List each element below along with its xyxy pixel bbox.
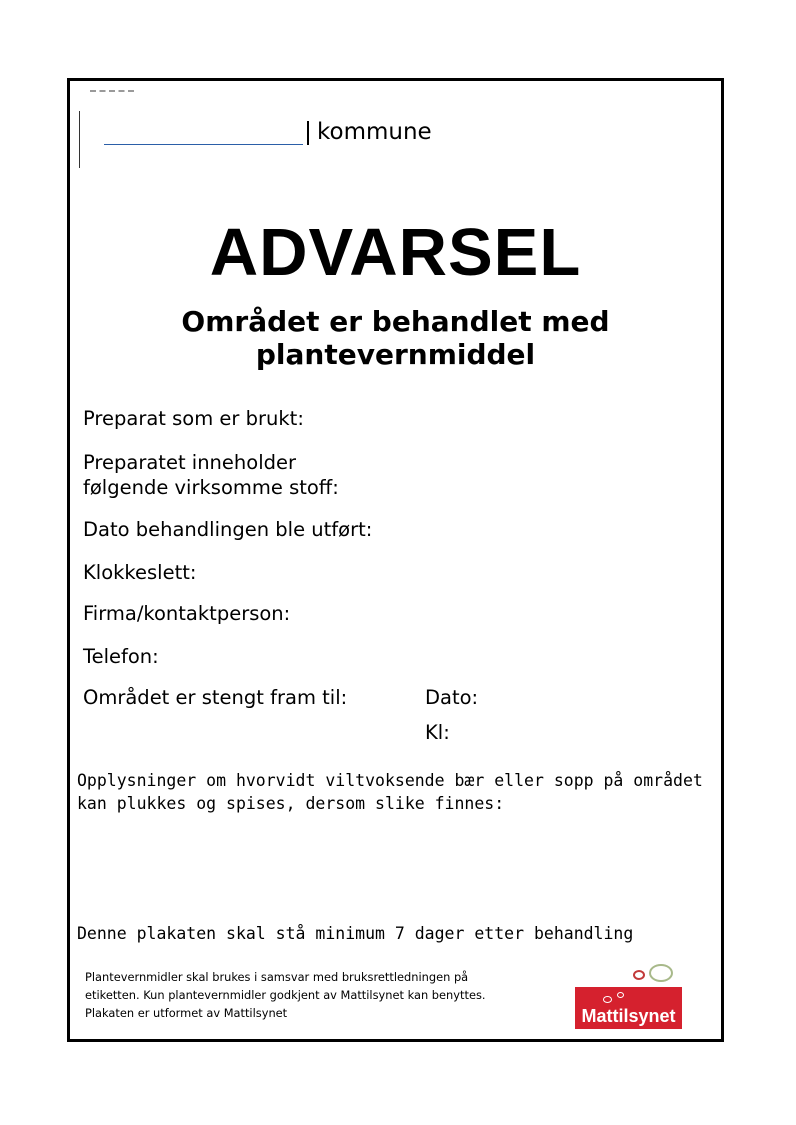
field-closed-date: Dato: <box>425 686 479 709</box>
left-rule <box>79 111 80 168</box>
warning-poster <box>67 78 724 1042</box>
field-product: Preparat som er brukt: <box>83 407 304 430</box>
logo-bubble-large <box>649 964 673 982</box>
field-active-substances <box>83 450 339 500</box>
footnote <box>85 968 535 1022</box>
municipality-name-blank[interactable] <box>104 144 303 145</box>
mattilsynet-logo <box>573 964 683 1032</box>
headline: ADVARSEL <box>209 215 582 290</box>
footnote-line1: Plantevernmidler skal brukes i samsvar med bruksrettledningen på <box>85 970 469 984</box>
info-line2: kan plukkes og spises, dersom slike finnes: <box>77 794 505 813</box>
subheadline-line2: plantevernmiddel <box>255 338 536 371</box>
footnote-line3: Plakaten er utformet av Mattilsynet <box>85 1006 288 1020</box>
field-closed-time: Kl: <box>425 721 450 744</box>
field-phone: Telefon: <box>83 645 159 668</box>
field-active-substances-line2: følgende virksomme stoff: <box>83 476 339 499</box>
text-cursor <box>307 121 309 145</box>
subheadline-line1: Området er behandlet med <box>181 305 610 338</box>
corner-mark <box>90 90 134 92</box>
info-line1: Opplysninger om hvorvidt viltvoksende bær eller sopp på området <box>77 771 703 790</box>
field-date-treated: Dato behandlingen ble utført: <box>83 518 373 541</box>
field-closed-until: Området er stengt fram til: <box>83 686 348 709</box>
field-active-substances-line1: Preparatet inneholder <box>83 451 297 474</box>
field-company: Firma/kontaktperson: <box>83 602 291 625</box>
logo-text: Mattilsynet <box>581 1006 676 1026</box>
berries-mushrooms-info <box>77 769 717 815</box>
logo-bubble-small <box>633 970 645 980</box>
footnote-line2: etiketten. Kun plantevernmidler godkjent av Mattilsynet kan benyttes. <box>85 988 486 1002</box>
municipality-label: kommune <box>317 119 432 145</box>
subheadline <box>70 305 721 371</box>
logo-bubble-inner <box>603 996 612 1003</box>
logo-bubble-inner <box>617 992 624 998</box>
field-time: Klokkeslett: <box>83 561 197 584</box>
minimum-display-notice: Denne plakaten skal stå minimum 7 dager etter behandling <box>77 924 634 943</box>
